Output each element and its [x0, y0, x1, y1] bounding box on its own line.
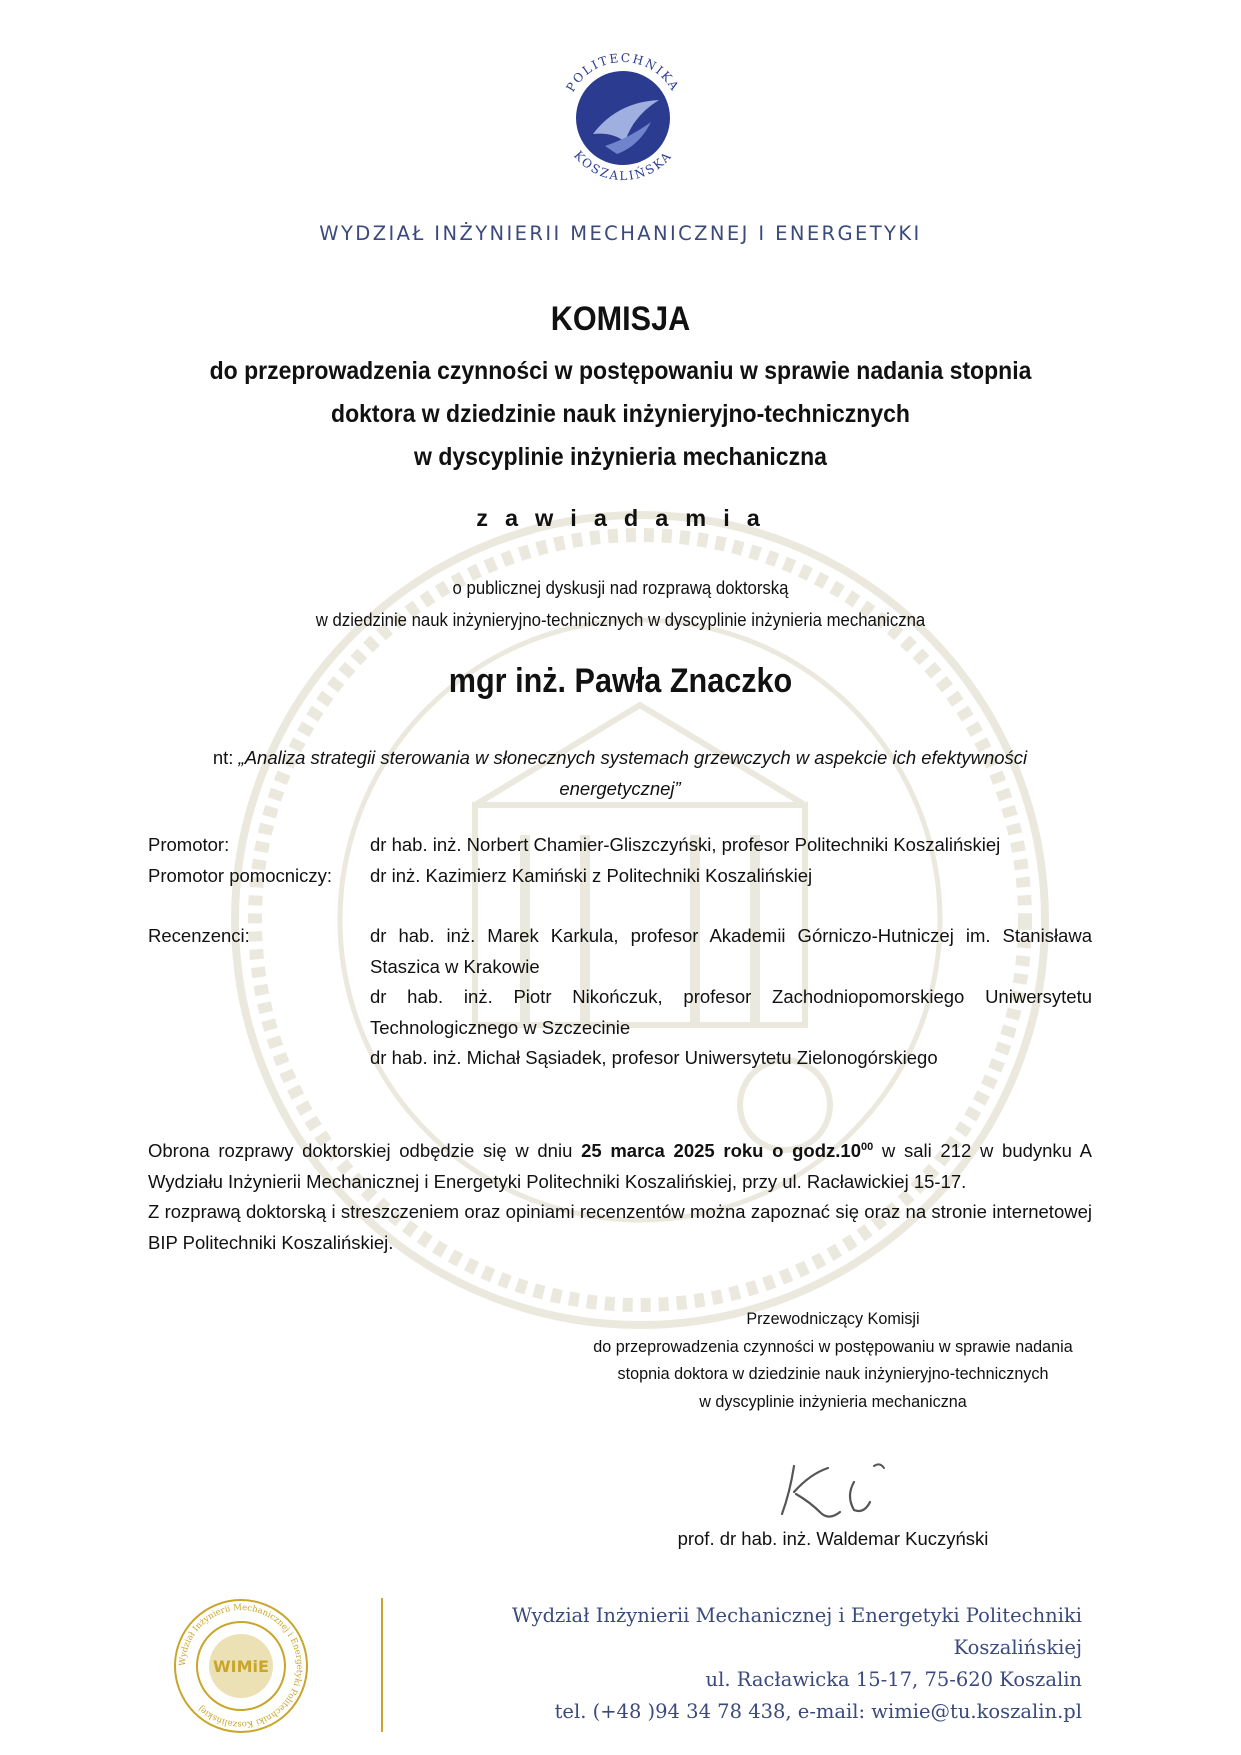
footer-phone-email: tel. (+48 )94 34 78 438, e-mail: wimie@tu.koszalin.pl [554, 1700, 1082, 1723]
defense-date: 25 marca 2025 roku o $godz.10^{00}$ [581, 1140, 874, 1162]
reviewer-item: dr hab. inż. Piotr Nikończuk, profesor Zachodniopomorskiego Uniwersytetu Technologicznego w Szczecinie [370, 986, 1092, 1038]
announces-heading: zawiadamia [476, 505, 777, 531]
committee-list [148, 830, 1092, 1074]
logo-bottom-text: KOSZALIŃSKA [571, 148, 675, 184]
info-text: Z rozprawą doktorską i streszczeniem oraz opiniami recenzentów można zapoznać się oraz na stronie internetowej BIP Politechniki Koszalińskiej. [148, 1201, 1092, 1253]
chair-line: Przewodniczący Komisji [746, 1309, 920, 1328]
signature-image [770, 1452, 900, 1522]
chair-name: prof. dr hab. inż. Waldemar Kuczyński [677, 1528, 989, 1549]
defense-text-after: w sali 212 w budynku A Wydziału Inżynierii Mechanicznej i Energetyki Politechniki Koszalińskiej, przy ul. Racławickiej 15-17. [148, 1140, 1092, 1192]
reviewers-label: Recenzenci: [148, 925, 250, 946]
thesis-title-text: „Analiza strategii sterowania w słonecznych systemach grzewczych w aspekcie ich efektywności energetycznej” [238, 747, 1028, 799]
reviewer-item: dr hab. inż. Michał Sąsiadek, profesor Uniwersytetu Zielonogórskiego [370, 1047, 938, 1068]
university-logo [547, 42, 699, 194]
defense-notice [148, 1132, 1092, 1258]
intro-text [0, 572, 1241, 636]
thesis-prefix: nt: [212, 747, 239, 768]
subtitle-line: w dyscyplinie inżynieria mechaniczna [414, 443, 827, 471]
subtitle-line: doktora w dziedzinie nauk inżynieryjno-technicznych [331, 400, 910, 428]
defense-text-before: Obrona rozprawy doktorskiej odbędzie się w dniu [148, 1140, 582, 1162]
promotor-row [148, 830, 1092, 861]
footer-divider [381, 1598, 383, 1732]
footer-line: Wydział Inżynierii Mechanicznej i Energetyki Politechniki Koszalińskiej [511, 1604, 1082, 1659]
candidate-name: mgr inż. Pawła Znaczko [448, 662, 793, 700]
wimie-logo-center-text: WIMiE [213, 1657, 269, 1676]
reviewer-item: dr hab. inż. Marek Karkula, profesor Akademii Górniczo-Hutniczej im. Stanisława Staszica w Krakowie [370, 925, 1092, 977]
assistant-promotor-label: Promotor pomocniczy: [148, 864, 333, 886]
chair-line: stopnia doktora w dziedzinie nauk inżynieryjno-technicznych [617, 1364, 1049, 1383]
promotor-value: dr hab. inż. Norbert Chamier-Gliszczyński, profesor Politechniki Koszalińskiej [370, 834, 1001, 855]
intro-line: w dziedzinie nauk inżynieryjno-technicznych w dyscyplinie inżynieria mechaniczna [315, 610, 926, 630]
wimie-logo [172, 1597, 310, 1735]
intro-line: o publicznej dyskusji nad rozprawą doktorską [452, 578, 789, 598]
assistant-promotor-value: dr inż. Kazimierz Kamiński z Politechniki Koszalińskiej [370, 864, 813, 886]
defense-time-minutes: 00 [861, 1141, 874, 1153]
footer-address: ul. Racławicka 15-17, 75-620 Koszalin [705, 1668, 1082, 1691]
wimie-logo-ring-text: Wydział Inżynierii Mechanicznej i Energetyki Politechniki Koszalińskiej [177, 1602, 305, 1730]
thesis-title [190, 742, 1050, 804]
reviewers-row [148, 921, 1092, 1074]
commission-subtitle [0, 350, 1241, 479]
chair-line: w dyscyplinie inżynieria mechaniczna [699, 1391, 967, 1411]
document-title: KOMISJA [550, 300, 691, 338]
footer-contact [420, 1600, 1082, 1728]
chair-line: do przeprowadzenia czynności w postępowaniu w sprawie nadania [593, 1336, 1073, 1356]
assistant-promotor-row [148, 861, 1092, 892]
logo-top-text: POLITECHNIKA [563, 50, 683, 95]
chair-title-block [548, 1305, 1118, 1415]
subtitle-line: do przeprowadzenia czynności w postępowaniu w sprawie nadania stopnia [209, 357, 1032, 385]
promotor-label: Promotor: [148, 834, 230, 855]
faculty-header: WYDZIAŁ INŻYNIERII MECHANICZNEJ I ENERGETYKI [319, 222, 922, 245]
